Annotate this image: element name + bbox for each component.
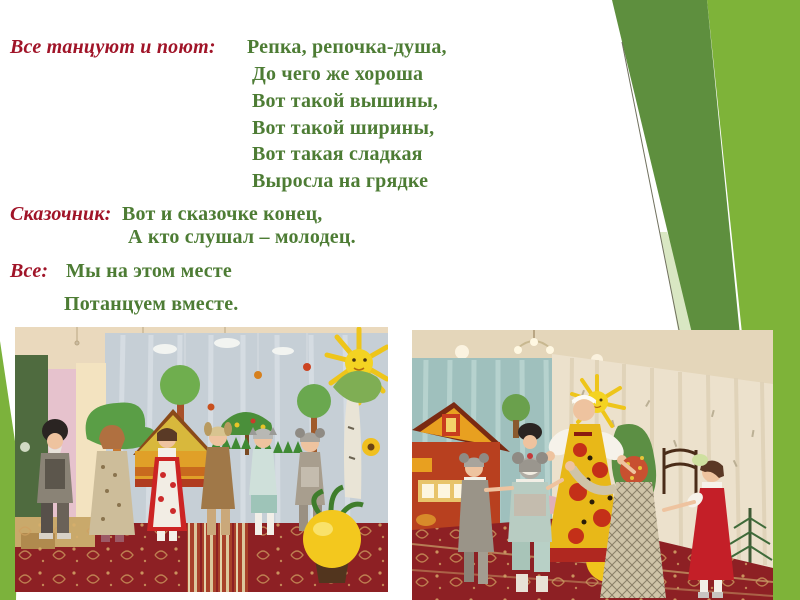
speaker-label: Сказочник: [10,203,112,225]
speech-text: Репка, репочка-душа, [247,36,447,58]
speaker-label: Все: [10,260,49,282]
speech-text: Вот такой ширины, [252,117,435,139]
script-line [10,203,650,226]
script-line [252,143,800,166]
photo-children-costumes [15,327,388,592]
script-line [252,117,800,140]
speech-text: Вот такой вышины, [252,90,439,112]
script-line [252,63,800,86]
speech-text: До чего же хороша [252,63,424,85]
script-line [128,226,768,249]
speech-text: Выросла на грядке [252,170,429,192]
carpet-runner [187,523,249,592]
script-line [10,260,650,283]
speech-text: Потанцуем вместе. [64,293,239,315]
script-line [64,293,704,316]
speech-text: Мы на этом месте [66,260,232,282]
speech-text: Вот и сказочке конец, [122,203,323,225]
script-line [10,36,650,59]
script-line [252,170,800,193]
speaker-label: Все танцуют и поют: [10,36,216,58]
speech-text: Вот такая сладкая [252,143,423,165]
speech-text: А кто слушал – молодец. [128,226,356,248]
photo-round-dance [412,330,773,600]
script-line [252,90,800,113]
